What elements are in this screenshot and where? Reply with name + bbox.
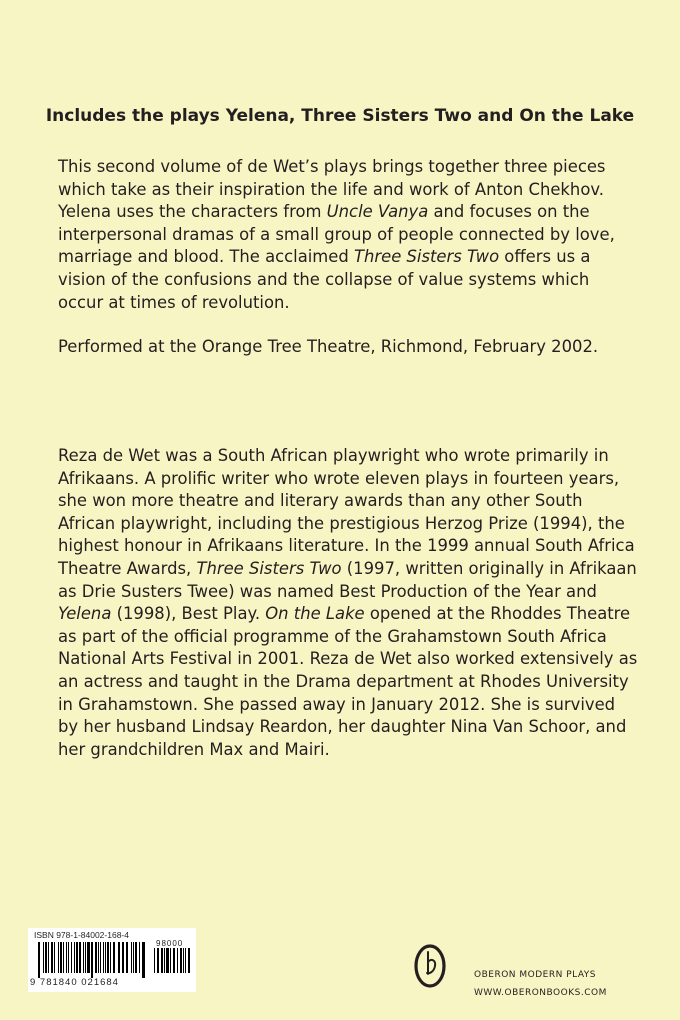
barcode-bar — [107, 942, 109, 973]
barcode-bar — [43, 942, 44, 973]
barcode-bar — [87, 942, 90, 973]
isbn-barcode — [28, 928, 196, 992]
barcode-bar — [58, 942, 59, 973]
barcode-bar — [164, 948, 165, 973]
barcode-bar — [166, 948, 169, 973]
barcode-bar — [133, 942, 134, 973]
barcode-bar — [63, 942, 64, 973]
barcode-bar — [161, 948, 163, 973]
publisher-info — [474, 966, 607, 1002]
barcode-bar — [135, 942, 137, 973]
bio-title-three-sisters-two: Three Sisters Two — [196, 558, 342, 578]
barcode-bar — [142, 942, 145, 978]
barcode-bar — [38, 942, 40, 978]
plays-included-heading: Includes the plays Yelena, Three Sisters Two and On the Lake — [45, 106, 635, 126]
barcode-bar — [185, 948, 186, 973]
bio-title-yelena: Yelena — [58, 604, 112, 624]
barcode-bar — [74, 942, 75, 973]
blurb-title-uncle-vanya: Uncle Vanya — [326, 202, 429, 222]
isbn-label: ISBN 978-1-84002-168-4 — [34, 930, 129, 940]
barcode-bar — [139, 942, 140, 973]
barcode-bar — [79, 942, 81, 973]
ean-barcode-bars — [38, 942, 150, 978]
blurb-paragraph — [58, 156, 638, 314]
barcode-bar — [76, 942, 78, 973]
barcode-bar — [100, 942, 101, 973]
barcode-bar — [177, 948, 178, 973]
barcode-bar — [51, 942, 53, 973]
ean-digits: 9 781840 021684 — [30, 977, 119, 988]
barcode-bar — [126, 942, 128, 973]
price-addon-digits: 98000 — [156, 939, 184, 948]
barcode-bar — [103, 942, 104, 973]
barcode-bar — [118, 942, 120, 973]
author-bio — [58, 445, 638, 761]
barcode-bar — [85, 942, 86, 973]
barcode-bar — [131, 942, 132, 973]
barcode-bar — [113, 942, 115, 973]
barcode-bar — [154, 948, 155, 973]
barcode-bar — [83, 942, 84, 973]
bio-text: Reza de Wet was a South African playwright who wrote primarily in Afrikaans. A prolific writer who wrote eleven plays in fourteen years, she won more theatre and literary awards than any other South African playwright, including the prestigious Herzog Prize (1994), the highest honour in Afrikaans literature. In the 1999 annual South Africa Theatre Awards, — [58, 446, 635, 578]
barcode-bar — [188, 948, 190, 973]
barcode-bar — [173, 948, 175, 973]
blurb-text: This second volume of de Wet’s plays brings together three pieces which take as their inspiration the life and work of Anton Chekhov. Yelena uses the characters from — [58, 157, 606, 222]
barcode-bar — [170, 948, 171, 973]
performance-note: Performed at the Orange Tree Theatre, Richmond, February 2002. — [58, 337, 599, 356]
barcode-bar — [71, 942, 72, 973]
blurb-text: and focuses on the interpersonal dramas of a small group of people connected by love, marriage and blood. The acclaimed — [58, 202, 615, 267]
barcode-bar — [66, 942, 67, 973]
barcode-bar — [95, 942, 97, 973]
barcode-bar — [157, 948, 159, 973]
blurb-text: offers us a vision of the confusions and the collapse of value systems which occur at times of revolution. — [58, 247, 591, 312]
blurb-title-three-sisters-two: Three Sisters Two — [353, 247, 500, 267]
barcode-bar — [105, 942, 106, 973]
bio-text: (1997, written originally in Afrikaan as Drie Susters Twee) was named Best Production of the Year and — [58, 558, 637, 601]
barcode-bar — [122, 942, 124, 973]
bio-title-on-the-lake: On the Lake — [265, 604, 365, 624]
barcode-bar — [48, 942, 49, 973]
barcode-bar — [54, 942, 55, 973]
barcode-bar — [60, 942, 62, 973]
barcode-bar — [91, 942, 93, 978]
oberon-b-logo-icon — [414, 942, 446, 988]
barcode-bar — [68, 942, 69, 973]
barcode-bar — [183, 948, 184, 973]
barcode-bar — [98, 942, 99, 973]
addon-barcode-bars — [154, 948, 192, 978]
imprint-name: OBERON MODERN PLAYS — [474, 970, 597, 980]
bio-text: (1998), Best Play. — [111, 604, 266, 624]
barcode-bar — [45, 942, 47, 973]
bio-text: opened at the Rhoddes Theatre as part of the official programme of the Grahamstown South Africa National Arts Festival in 2001. Reza de Wet also worked extensively as an actress and taught in the Drama department at Rhodes University in Grahamstown. She passed away in January 2012. She is survived by her husband Lindsay Reardon, her daughter Nina Van Schoor, and her grandchildren Max and Mairi. — [58, 604, 638, 759]
publisher-website: WWW.OBERONBOOKS.COM — [474, 988, 607, 998]
barcode-bar — [180, 948, 182, 973]
barcode-bar — [110, 942, 111, 973]
